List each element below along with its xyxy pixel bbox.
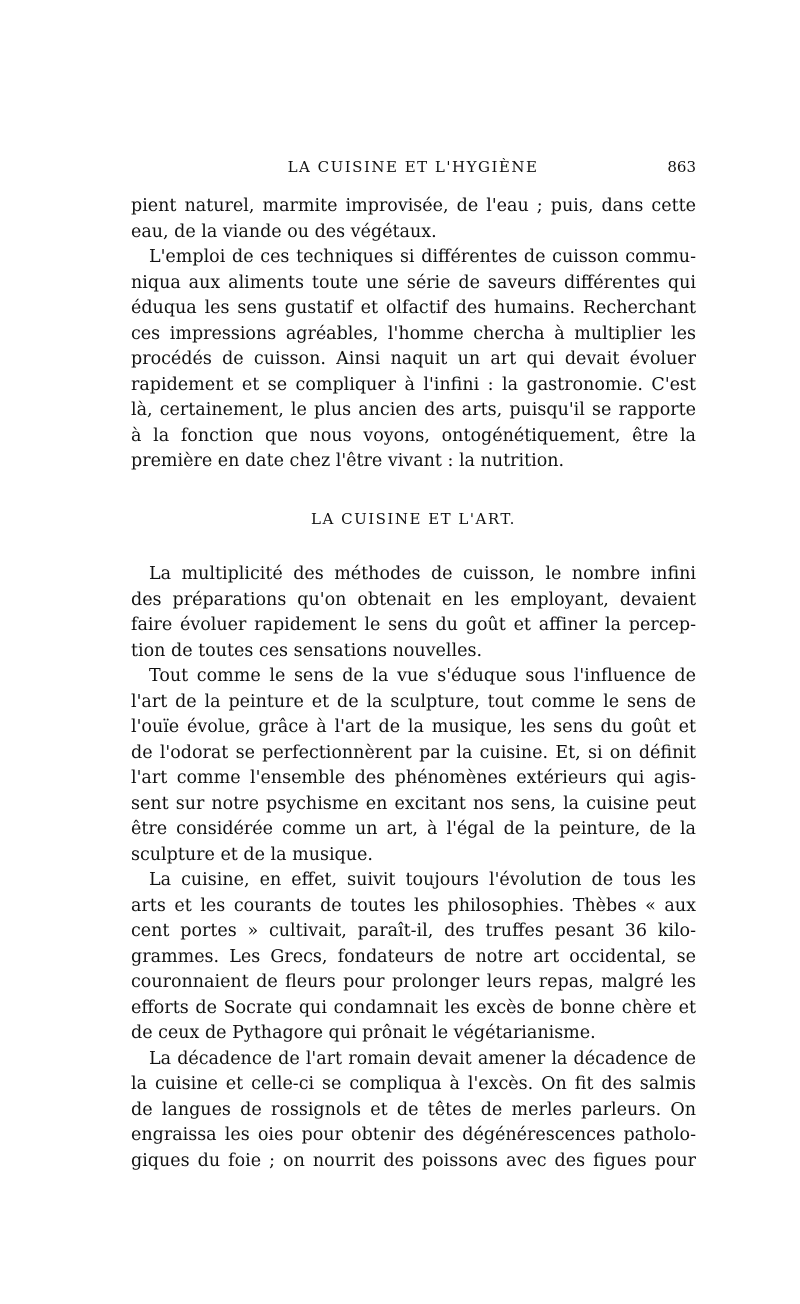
- running-head: [130, 158, 696, 182]
- text-line: La multiplicité des méthodes de cuisson, le nombre infini: [149, 564, 696, 584]
- text-line: eau, de la viande ou des végétaux.: [131, 221, 437, 242]
- text-line: première en date chez l'être vivant : la nutrition.: [131, 451, 565, 471]
- text-line: procédés de cuisson. Ainsi naquit un art qui devait évoluer: [131, 349, 696, 369]
- text-line: là, certainement, le plus ancien des arts, puisqu'il se rapporte: [131, 400, 696, 420]
- text-line: rapidement et se compliquer à l'infini : la gastronomie. C'est: [131, 374, 696, 395]
- running-title: LA CUISINE ET L'HYGIÈNE: [287, 158, 539, 176]
- text-line: tion de toutes ces sensations nouvelles.: [131, 640, 483, 661]
- text-line: ces impressions agréables, l'homme chercha à multiplier les: [131, 323, 696, 344]
- page-number: 863: [667, 158, 696, 176]
- text-line: à la fonction que nous voyons, ontogénétiquement, être la: [131, 425, 696, 446]
- body-paragraphs: [131, 562, 696, 1174]
- text-line: couronnaient de fleurs pour prolonger leurs repas, malgré les: [131, 972, 696, 992]
- text-line: l'art de la peinture et de la sculpture, tout comme le sens de: [131, 691, 696, 712]
- text-line: de ceux de Pythagore qui prônait le végétarianisme.: [131, 1023, 596, 1043]
- text-line: sculpture et de la musique.: [131, 844, 373, 865]
- text-line: arts et les courants de toutes les philosophies. Thèbes « aux: [131, 895, 696, 916]
- text-line: efforts de Socrate qui condamnait les excès de bonne chère et: [131, 997, 696, 1018]
- intro-paragraphs: [131, 194, 696, 475]
- text-line: éduqua les sens gustatif et olfactif des humains. Recherchant: [131, 298, 696, 318]
- text-line: giques du foie ; on nourrit des poissons avec des figues pour: [131, 1150, 696, 1171]
- text-line: de langues de rossignols et de têtes de merles parleurs. On: [131, 1099, 696, 1120]
- text-line: pient naturel, marmite improvisée, de l'eau ; puis, dans cette: [131, 196, 696, 216]
- section-heading: LA CUISINE ET L'ART.: [311, 510, 516, 528]
- text-line: La décadence de l'art romain devait amener la décadence de: [149, 1048, 696, 1069]
- text-line: sent sur notre psychisme en excitant nos sens, la cuisine peut: [131, 793, 696, 814]
- text-line: de l'odorat se perfectionnèrent par la cuisine. Et, si on définit: [131, 742, 696, 763]
- text-line: engraissa les oies pour obtenir des dégénérescences patholo-: [131, 1125, 696, 1145]
- text-line: l'art comme l'ensemble des phénomènes extérieurs qui agis-: [131, 768, 696, 788]
- text-line: des préparations qu'on obtenait en les employant, devaient: [131, 589, 696, 610]
- text-line: être considérée comme un art, à l'égal de la peinture, de la: [131, 819, 696, 839]
- text-line: la cuisine et celle-ci se compliqua à l'excès. On fit des salmis: [131, 1074, 696, 1094]
- text-line: La cuisine, en effet, suivit toujours l'évolution de tous les: [149, 870, 696, 890]
- text-line: L'emploi de ces techniques si différentes de cuisson commu-: [149, 247, 696, 267]
- text-line: grammes. Les Grecs, fondateurs de notre art occidental, se: [131, 946, 696, 967]
- text-line: l'ouïe évolue, grâce à l'art de la musique, les sens du goût et: [131, 717, 696, 737]
- text-line: niqua aux aliments toute une série de saveurs différentes qui: [131, 272, 696, 293]
- text-line: Tout comme le sens de la vue s'éduque sous l'influence de: [149, 666, 696, 686]
- text-line: faire évoluer rapidement le sens du goût et affiner la percep-: [131, 615, 696, 635]
- text-line: cent portes » cultivait, paraît-il, des truffes pesant 36 kilo-: [131, 921, 696, 941]
